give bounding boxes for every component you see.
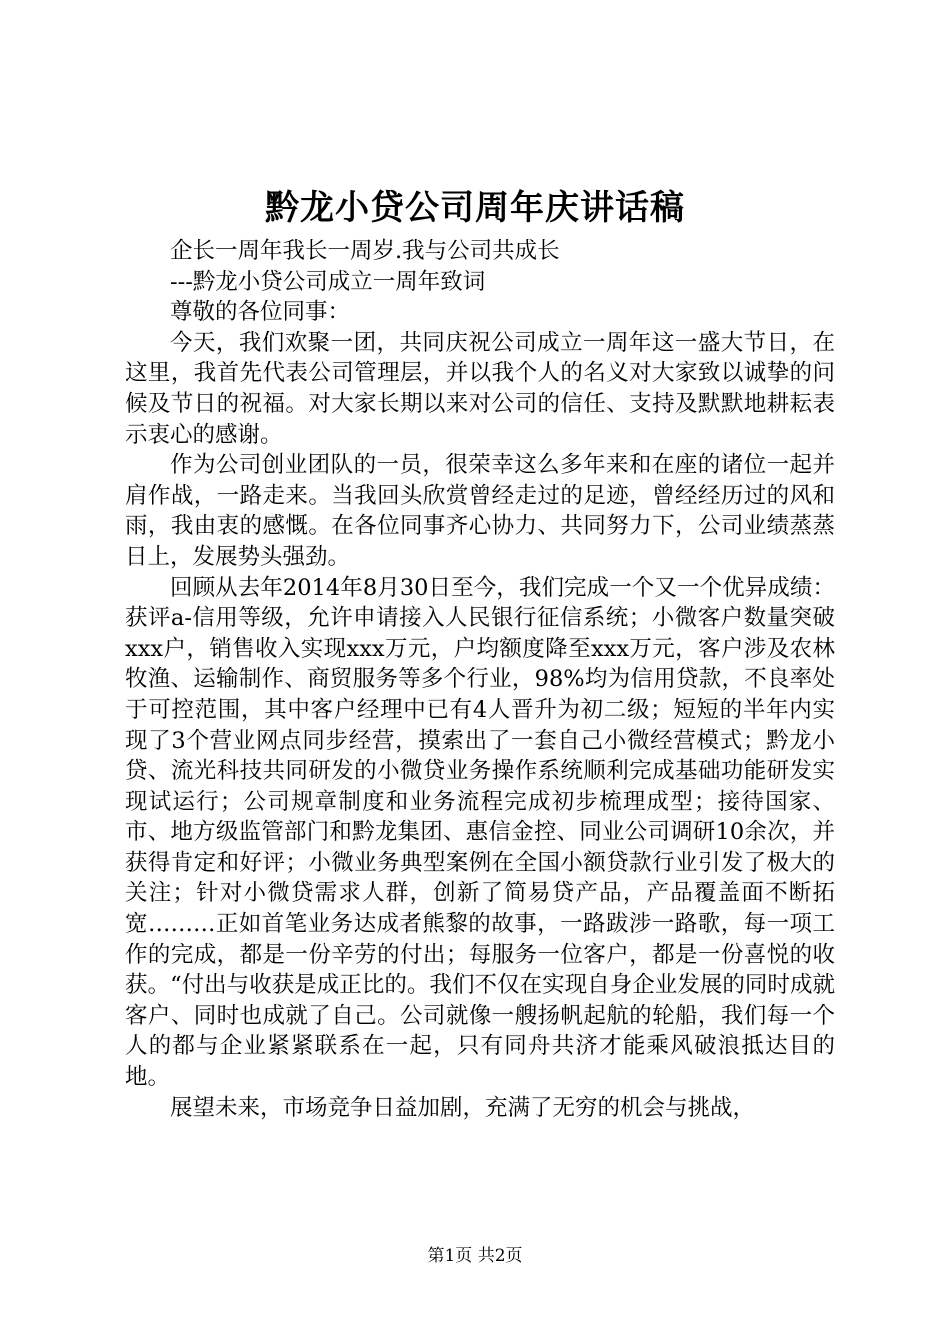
document-body [125, 236, 835, 1123]
document-title: 黔龙小贷公司周年庆讲话稿 [265, 188, 685, 228]
paragraph: 展望未来，市场竞争日益加剧，充满了无穷的机会与挑战， [170, 1094, 756, 1121]
subtitle-line-2: ---黔龙小贷公司成立一周年致词 [170, 268, 486, 295]
paragraph: 作为公司创业团队的一员，很荣幸这么多年来和在座的诸位一起并肩作战，一路走来。当我回头欣赏曾经走过的足迹，曾经经历过的风和雨，我由衷的感慨。在各位同事齐心协力、共同努力下，公司业绩蒸蒸日上，发展势头强劲。 [125, 452, 835, 570]
paragraph: 今天，我们欢聚一团，共同庆祝公司成立一周年这一盛大节日，在这里，我首先代表公司管理层，并以我个人的名义对大家致以诚挚的问候及节日的祝福。对大家长期以来对公司的信任、支持及默默地耕耘表示衷心的感谢。 [125, 329, 835, 448]
paragraph: 回顾从去年2014年8月30日至今，我们完成一个又一个优异成绩：获评a-信用等级，允许申请接入人民银行征信系统；小微客户数量突破xxx户，销售收入实现xxx万元，户均额度降至xxx万元，客户涉及农林牧渔、运输制作、商贸服务等多个行业，98%均为信用贷款，不良率处于可控范围，其中客户经理中已有4人晋升为初二级；短短的半年内实现了3个营业网点同步经营，摸索出了一套自己小微经营模式；黔龙小贷、流光科技共同研发的小微贷业务操作系统顺利完成基础功能研发实现试运行；公司规章制度和业务流程完成初步梳理成型；接待国家、市、地方级监管部门和黔龙集团、惠信金控、同业公司调研10余次，并获得肯定和好评；小微业务典型案例在全国小额贷款行业引发了极大的关注；针对小微贷需求人群，创新了简易贷产品，产品覆盖面不断拓宽………正如首笔业务达成者熊黎的故事，一路跋涉一路歌，每一项工作的完成，都是一份辛劳的付出；每服务一位客户，都是一份喜悦的收获。“付出与收获是成正比的。我们不仅在实现自身企业发展的同时成就客户、同时也成就了自己。公司就像一艘扬帆起航的轮船，我们每一个人的都与企业紧紧联系在一起，只有同舟共济才能乘风破浪抵达目的地。 [125, 574, 835, 1091]
subtitle-line-1: 企长一周年我长一周岁.我与公司共成长 [170, 238, 560, 264]
page-number: 第1页 共2页 [427, 1246, 523, 1266]
salutation: 尊敬的各位同事： [170, 299, 351, 326]
